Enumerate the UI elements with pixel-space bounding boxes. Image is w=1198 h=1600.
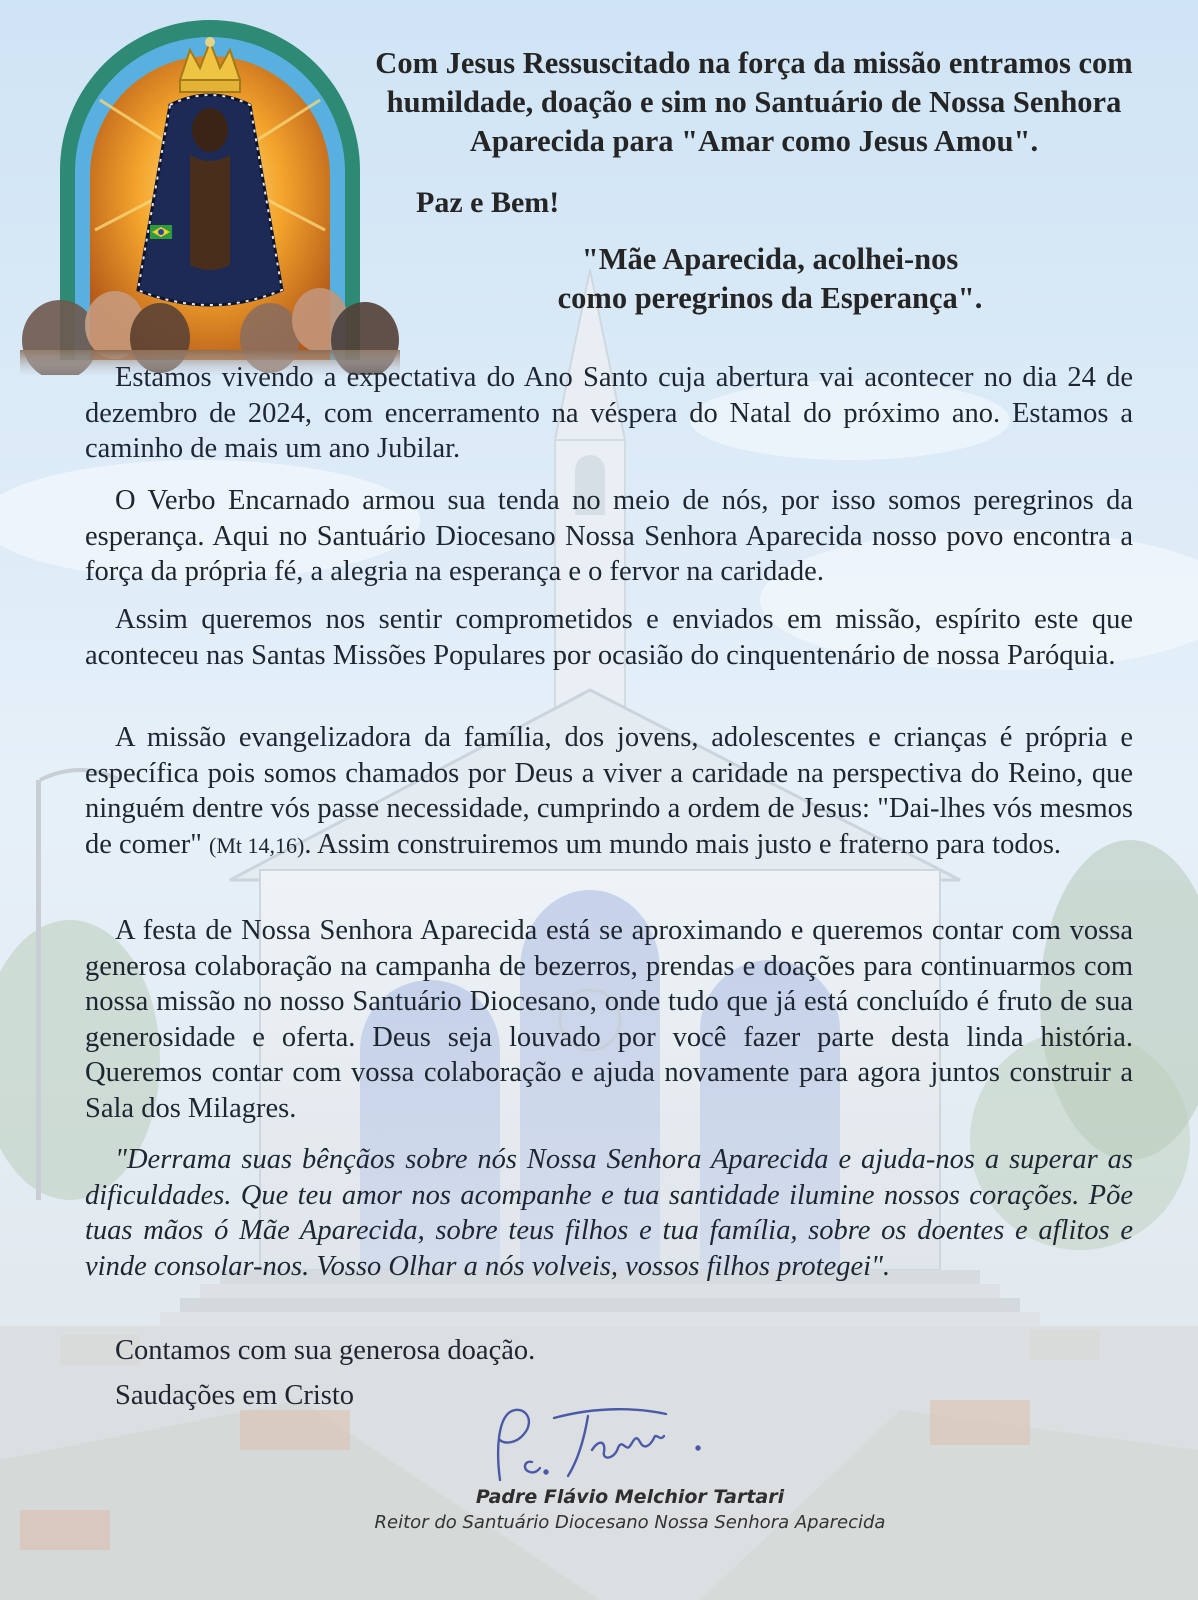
closing-line: Contamos com sua generosa doação.: [115, 1335, 536, 1366]
paragraph-evangelization: [85, 720, 1133, 863]
paragraph-evangelization-text-a: A missão evangelizadora da família, dos jovens, adolescentes e crianças é própria e específica pois somos chamados por Deus a viver a caridade na perspectiva do Reino, que ninguém dentre vós passe necessidade, cumprindo a ordem de Jesus: "Dai-lhes vós mesmos de comer": [85, 722, 1133, 860]
paragraph-jubilee-text: Estamos vivendo a expectativa do Ano Santo cuja abertura vai acontecer no dia 24 de dezembro de 2024, com encerramento na véspera do Natal do próximo ano. Estamos a caminho de mais um ano Jubilar.: [85, 362, 1133, 464]
signatory-title: Reitor do Santuário Diocesano Nossa Senhora Aparecida: [374, 1512, 886, 1533]
signatory-name: Padre Flávio Melchior Tartari: [475, 1486, 785, 1508]
headline: Com Jesus Ressuscitado na força da missão entramos com humildade, doação e sim no Santuário de Nossa Senhora Aparecida para "Amar como Jesus Amou".: [375, 46, 1133, 158]
paragraph-prayer: [85, 1142, 1133, 1284]
salutation-line: Saudações em Cristo: [115, 1380, 355, 1411]
paragraph-word-incarnate: [85, 483, 1133, 590]
greeting-text: Paz e Bem!: [416, 186, 560, 219]
paragraph-jubilee: [85, 360, 1133, 467]
paragraph-prayer-text: "Derrama suas bênçãos sobre nós Nossa Senhora Aparecida e ajuda-nos a superar as dificuldades. Que teu amor nos acompanhe e tua santidade ilumine nossos corações. Põe tuas mãos ó Mãe Aparecida, sobre teus filhos e tua família, sobre os doentes e aflitos e vinde consolar-nos. Vosso Olhar a nós volveis, vossos filhos protegei".: [85, 1144, 1133, 1282]
bible-citation: (Mt 14,16): [209, 832, 305, 858]
paragraph-missions: [85, 602, 1133, 673]
handwritten-signature: [488, 1400, 748, 1492]
paragraph-word-incarnate-text: O Verbo Encarnado armou sua tenda no meio de nós, por isso somos peregrinos da esperança. Aqui no Santuário Diocesano Nossa Senhora Aparecida nosso povo encontra a força da própria fé, a alegria na esperança e o fervor na caridade.: [85, 485, 1133, 587]
paragraph-festival: [85, 913, 1133, 1126]
paragraph-evangelization-text-b: . Assim construiremos um mundo mais justo e fraterno para todos.: [304, 828, 1062, 860]
motto: [420, 240, 1120, 318]
motto-line-1: "Mãe Aparecida, acolhei-nos: [581, 242, 959, 276]
paragraph-festival-text: A festa de Nossa Senhora Aparecida está se aproximando e queremos contar com vossa generosa colaboração na campanha de bezerros, prendas e doações para continuarmos com nossa missão no nosso Santuário Diocesano, onde tudo que já está concluído é fruto de sua generosidade e oferta. Deus seja louvado por você fazer parte desta linda história. Queremos contar com vossa colaboração e ajuda novamente para agora juntos construir a Sala dos Milagres.: [85, 915, 1133, 1124]
paragraph-missions-text: Assim queremos nos sentir comprometidos e enviados em missão, espírito este que aconteceu nas Santas Missões Populares por ocasião do cinquentenário de nossa Paróquia.: [85, 604, 1133, 671]
motto-line-2: como peregrinos da Esperança".: [557, 281, 983, 315]
